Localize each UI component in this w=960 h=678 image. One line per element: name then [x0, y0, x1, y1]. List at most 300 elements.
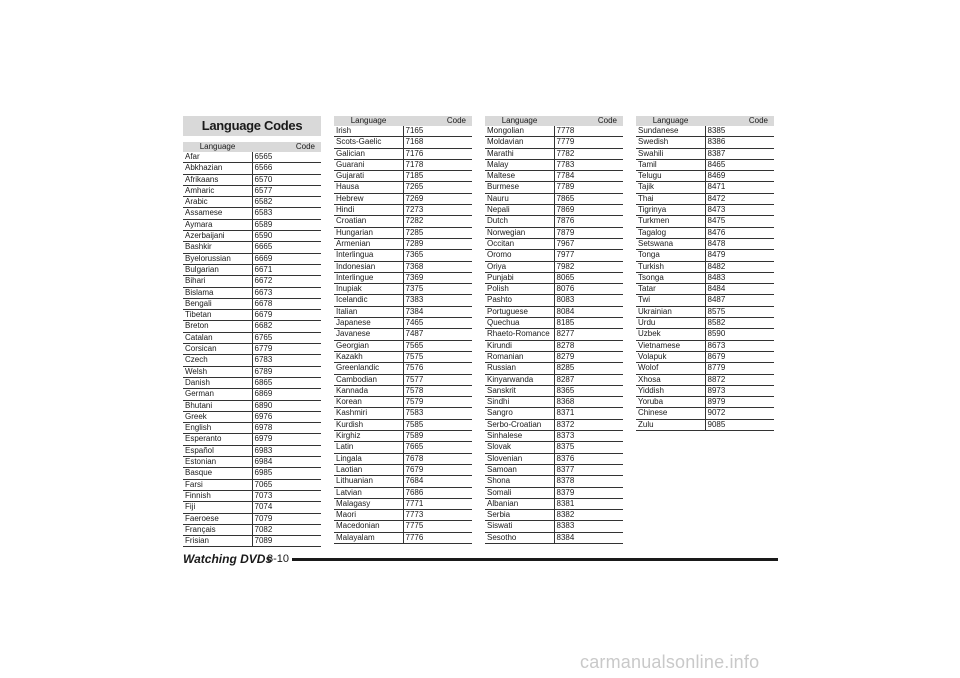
language-name: Hausa	[334, 182, 403, 193]
language-code: 7465	[403, 318, 472, 329]
language-code: 6682	[252, 321, 321, 332]
table-row	[183, 185, 321, 196]
language-name: Fiji	[183, 502, 252, 513]
table-row	[636, 363, 774, 374]
table-row	[636, 329, 774, 340]
table-row	[334, 363, 472, 374]
table-row	[334, 284, 472, 295]
language-code: 7375	[403, 284, 472, 295]
language-code: 8287	[554, 374, 623, 385]
table-row	[636, 126, 774, 137]
language-code: 6566	[252, 163, 321, 174]
table-row	[485, 419, 623, 430]
language-name: Telugu	[636, 171, 705, 182]
language-code: 6985	[252, 468, 321, 479]
language-code: 9085	[705, 419, 774, 430]
language-code: 7577	[403, 374, 472, 385]
language-code: 8482	[705, 261, 774, 272]
language-name: Kannada	[334, 385, 403, 396]
language-code: 7679	[403, 464, 472, 475]
language-code: 8475	[705, 216, 774, 227]
table-row	[183, 366, 321, 377]
language-name: Abkhazian	[183, 163, 252, 174]
table-row	[636, 148, 774, 159]
language-name: Croatian	[334, 216, 403, 227]
language-name: Amharic	[183, 185, 252, 196]
table-row	[636, 216, 774, 227]
language-name: Tamil	[636, 159, 705, 170]
table-row	[183, 332, 321, 343]
language-code: 8365	[554, 385, 623, 396]
table-row	[485, 182, 623, 193]
table-row	[334, 385, 472, 396]
language-code: 8277	[554, 329, 623, 340]
language-name: Nauru	[485, 193, 554, 204]
table-row	[485, 340, 623, 351]
table-row	[183, 411, 321, 422]
table-row	[636, 385, 774, 396]
table-row	[334, 351, 472, 362]
language-name: Tibetan	[183, 310, 252, 321]
language-name: Nepali	[485, 205, 554, 216]
table-row	[334, 148, 472, 159]
table-row	[485, 250, 623, 261]
table-row	[485, 306, 623, 317]
table-row	[485, 498, 623, 509]
language-code: 7575	[403, 351, 472, 362]
column-header-code: Code	[554, 116, 623, 126]
language-code: 6679	[252, 310, 321, 321]
language-name: Sangro	[485, 408, 554, 419]
table-row	[334, 159, 472, 170]
language-name: Urdu	[636, 318, 705, 329]
table-row	[183, 400, 321, 411]
language-code: 7771	[403, 498, 472, 509]
language-name: Lithuanian	[334, 476, 403, 487]
language-code: 7176	[403, 148, 472, 159]
language-name: Xhosa	[636, 374, 705, 385]
footer-rule	[292, 558, 778, 561]
table-row	[334, 171, 472, 182]
language-code: 8679	[705, 351, 774, 362]
language-name: Polish	[485, 284, 554, 295]
table-row	[334, 250, 472, 261]
language-code: 7773	[403, 510, 472, 521]
language-name: Vietnamese	[636, 340, 705, 351]
table-row	[183, 479, 321, 490]
language-code: 8084	[554, 306, 623, 317]
language-name: Irish	[334, 126, 403, 137]
language-name: Macedonian	[334, 521, 403, 532]
language-code: 7784	[554, 171, 623, 182]
table-row	[334, 340, 472, 351]
language-code: 8285	[554, 363, 623, 374]
language-name: Welsh	[183, 366, 252, 377]
language-name: Yoruba	[636, 397, 705, 408]
language-code: 6865	[252, 377, 321, 388]
language-code: 6590	[252, 231, 321, 242]
language-name: Thai	[636, 193, 705, 204]
table-row	[334, 193, 472, 204]
language-name: Galician	[334, 148, 403, 159]
language-name: Sindhi	[485, 397, 554, 408]
table-row	[485, 295, 623, 306]
table-row	[485, 171, 623, 182]
language-name: Marathi	[485, 148, 554, 159]
table-row	[183, 445, 321, 456]
table-row	[334, 126, 472, 137]
language-code-table-1	[183, 142, 321, 547]
language-name: Español	[183, 445, 252, 456]
language-code: 7384	[403, 306, 472, 317]
table-row	[334, 182, 472, 193]
language-code: 9072	[705, 408, 774, 419]
language-code: 7967	[554, 238, 623, 249]
table-row	[183, 468, 321, 479]
table-row	[334, 306, 472, 317]
language-name: Interlingua	[334, 250, 403, 261]
table-row	[636, 205, 774, 216]
language-code: 7185	[403, 171, 472, 182]
language-code: 8378	[554, 476, 623, 487]
language-name: Shona	[485, 476, 554, 487]
language-name: Rhaeto-Romance	[485, 329, 554, 340]
table-row	[334, 487, 472, 498]
table-row	[636, 374, 774, 385]
chapter-title: Watching DVDs	[183, 552, 273, 566]
language-code: 8472	[705, 193, 774, 204]
table-row	[636, 318, 774, 329]
language-code: 7265	[403, 182, 472, 193]
language-name: Wolof	[636, 363, 705, 374]
language-code: 7686	[403, 487, 472, 498]
language-code: 7365	[403, 250, 472, 261]
language-name: Quechua	[485, 318, 554, 329]
language-code: 8279	[554, 351, 623, 362]
language-code: 7879	[554, 227, 623, 238]
language-name: Kurdish	[334, 419, 403, 430]
table-row	[485, 385, 623, 396]
language-code: 6570	[252, 174, 321, 185]
language-name: Maltese	[485, 171, 554, 182]
table-row	[183, 524, 321, 535]
language-name: Basque	[183, 468, 252, 479]
language-code: 6678	[252, 298, 321, 309]
language-name: Oromo	[485, 250, 554, 261]
table-row	[636, 238, 774, 249]
language-code: 8076	[554, 284, 623, 295]
table-row	[485, 532, 623, 543]
language-code: 7678	[403, 453, 472, 464]
language-code: 6979	[252, 434, 321, 445]
language-name: Somali	[485, 487, 554, 498]
language-code: 8473	[705, 205, 774, 216]
language-code: 7487	[403, 329, 472, 340]
page-footer	[183, 551, 778, 567]
table-row	[334, 397, 472, 408]
table-row	[183, 208, 321, 219]
language-name: Twi	[636, 295, 705, 306]
language-name: Tajik	[636, 182, 705, 193]
language-name: Afar	[183, 152, 252, 163]
language-code: 7073	[252, 490, 321, 501]
language-code: 6983	[252, 445, 321, 456]
table-row	[334, 464, 472, 475]
language-name: Sinhalese	[485, 431, 554, 442]
language-name: Slovak	[485, 442, 554, 453]
language-name: Aymara	[183, 219, 252, 230]
table-row	[485, 238, 623, 249]
language-name: Albanian	[485, 498, 554, 509]
table-row	[334, 408, 472, 419]
language-name: Estonian	[183, 457, 252, 468]
language-name: Hungarian	[334, 227, 403, 238]
language-code: 7178	[403, 159, 472, 170]
language-name: Esperanto	[183, 434, 252, 445]
language-name: Siswati	[485, 521, 554, 532]
language-code: 8386	[705, 137, 774, 148]
language-code: 7273	[403, 205, 472, 216]
language-code: 7779	[554, 137, 623, 148]
language-code: 7778	[554, 126, 623, 137]
language-code: 6565	[252, 152, 321, 163]
table-row	[334, 532, 472, 543]
language-code: 8478	[705, 238, 774, 249]
table-row	[485, 476, 623, 487]
table-row	[183, 231, 321, 242]
language-code: 7282	[403, 216, 472, 227]
language-code: 8483	[705, 272, 774, 283]
language-name: Kirundi	[485, 340, 554, 351]
language-name: Latin	[334, 442, 403, 453]
language-code: 6669	[252, 253, 321, 264]
table-row	[183, 536, 321, 547]
column-header-code: Code	[705, 116, 774, 126]
page-number: 8-10	[267, 553, 290, 565]
language-code: 7082	[252, 524, 321, 535]
table-row	[183, 163, 321, 174]
table-row	[636, 295, 774, 306]
table-row	[183, 197, 321, 208]
language-code: 7578	[403, 385, 472, 396]
table-row	[485, 487, 623, 498]
language-name: Swedish	[636, 137, 705, 148]
table-row	[334, 205, 472, 216]
table-row	[636, 182, 774, 193]
table-row	[334, 510, 472, 521]
table-row	[485, 363, 623, 374]
language-code: 7285	[403, 227, 472, 238]
language-name: Norwegian	[485, 227, 554, 238]
table-row	[636, 408, 774, 419]
language-name: Zulu	[636, 419, 705, 430]
language-name: Serbo-Croatian	[485, 419, 554, 430]
language-name: Romanian	[485, 351, 554, 362]
language-code: 8479	[705, 250, 774, 261]
language-name: Yiddish	[636, 385, 705, 396]
language-name: Italian	[334, 306, 403, 317]
language-code: 6976	[252, 411, 321, 422]
language-name: Korean	[334, 397, 403, 408]
language-name: Faeroese	[183, 513, 252, 524]
language-name: Hebrew	[334, 193, 403, 204]
language-name: Ukrainian	[636, 306, 705, 317]
language-name: Laotian	[334, 464, 403, 475]
table-row	[183, 457, 321, 468]
table-row	[334, 374, 472, 385]
language-name: Kinyarwanda	[485, 374, 554, 385]
table-row	[485, 159, 623, 170]
table-row	[334, 137, 472, 148]
language-code: 6583	[252, 208, 321, 219]
table-row	[636, 159, 774, 170]
page-title: Language Codes	[183, 116, 321, 136]
language-name: Guarani	[334, 159, 403, 170]
table-row	[334, 216, 472, 227]
table-row	[183, 389, 321, 400]
table-row	[183, 490, 321, 501]
language-code: 7782	[554, 148, 623, 159]
table-row	[636, 261, 774, 272]
table-row	[183, 219, 321, 230]
language-code: 6789	[252, 366, 321, 377]
language-code: 6672	[252, 276, 321, 287]
column-header-code: Code	[252, 142, 321, 152]
language-name: Armenian	[334, 238, 403, 249]
language-name: Lingala	[334, 453, 403, 464]
table-row	[636, 284, 774, 295]
language-code: 7776	[403, 532, 472, 543]
language-code: 8673	[705, 340, 774, 351]
table-row	[485, 227, 623, 238]
language-code: 7579	[403, 397, 472, 408]
language-name: Czech	[183, 355, 252, 366]
language-code-table-4	[636, 116, 774, 431]
language-code: 6984	[252, 457, 321, 468]
language-code: 6783	[252, 355, 321, 366]
table-row	[183, 174, 321, 185]
table-row	[485, 126, 623, 137]
table-row	[485, 193, 623, 204]
language-code: 7089	[252, 536, 321, 547]
table-row	[485, 329, 623, 340]
table-row	[334, 521, 472, 532]
language-code: 7585	[403, 419, 472, 430]
language-code: 8383	[554, 521, 623, 532]
language-name: Bhutani	[183, 400, 252, 411]
language-name: Javanese	[334, 329, 403, 340]
language-name: Finnish	[183, 490, 252, 501]
language-code: 8371	[554, 408, 623, 419]
table-row	[183, 287, 321, 298]
table-row	[485, 510, 623, 521]
language-code: 8385	[705, 126, 774, 137]
language-name: Sesotho	[485, 532, 554, 543]
language-name: Burmese	[485, 182, 554, 193]
table-row	[636, 250, 774, 261]
language-name: Swahili	[636, 148, 705, 159]
language-name: Gujarati	[334, 171, 403, 182]
language-code: 8872	[705, 374, 774, 385]
language-code: 8590	[705, 329, 774, 340]
table-row	[485, 137, 623, 148]
language-name: Arabic	[183, 197, 252, 208]
language-code: 7982	[554, 261, 623, 272]
language-name: Malayalam	[334, 532, 403, 543]
language-code: 7869	[554, 205, 623, 216]
table-row	[334, 329, 472, 340]
table-row	[636, 397, 774, 408]
language-code: 8382	[554, 510, 623, 521]
column-header-language: Language	[183, 142, 252, 152]
table-row	[334, 227, 472, 238]
language-code: 6582	[252, 197, 321, 208]
language-code: 7876	[554, 216, 623, 227]
table-row	[636, 351, 774, 362]
language-code: 7269	[403, 193, 472, 204]
table-row	[334, 476, 472, 487]
language-name: Malagasy	[334, 498, 403, 509]
column-header-language: Language	[334, 116, 403, 126]
language-name: Bislama	[183, 287, 252, 298]
table-row	[485, 521, 623, 532]
language-name: Georgian	[334, 340, 403, 351]
language-code: 8476	[705, 227, 774, 238]
table-row	[636, 137, 774, 148]
language-code: 7583	[403, 408, 472, 419]
language-name: German	[183, 389, 252, 400]
language-code: 8471	[705, 182, 774, 193]
language-code: 7576	[403, 363, 472, 374]
table-row	[183, 242, 321, 253]
table-row	[485, 148, 623, 159]
language-name: Bashkir	[183, 242, 252, 253]
language-code: 8372	[554, 419, 623, 430]
language-code: 7775	[403, 521, 472, 532]
language-code: 7165	[403, 126, 472, 137]
language-name: Cambodian	[334, 374, 403, 385]
language-code: 6589	[252, 219, 321, 230]
table-row	[183, 355, 321, 366]
language-name: Frisian	[183, 536, 252, 547]
language-name: Azerbaijani	[183, 231, 252, 242]
language-name: Greenlandic	[334, 363, 403, 374]
language-name: Maori	[334, 510, 403, 521]
table-row	[485, 442, 623, 453]
language-name: Farsi	[183, 479, 252, 490]
language-name: Bulgarian	[183, 264, 252, 275]
language-name: Indonesian	[334, 261, 403, 272]
language-code: 6665	[252, 242, 321, 253]
language-name: Slovenian	[485, 453, 554, 464]
table-row	[485, 431, 623, 442]
language-name: Pashto	[485, 295, 554, 306]
language-name: Volapuk	[636, 351, 705, 362]
language-code: 8376	[554, 453, 623, 464]
table-row	[183, 513, 321, 524]
language-name: Corsican	[183, 344, 252, 355]
table-row	[334, 272, 472, 283]
language-name: Serbia	[485, 510, 554, 521]
language-name: Tonga	[636, 250, 705, 261]
language-code: 7865	[554, 193, 623, 204]
language-name: Greek	[183, 411, 252, 422]
language-name: Bihari	[183, 276, 252, 287]
table-row	[485, 216, 623, 227]
language-name: Assamese	[183, 208, 252, 219]
language-name: Français	[183, 524, 252, 535]
table-row	[183, 321, 321, 332]
